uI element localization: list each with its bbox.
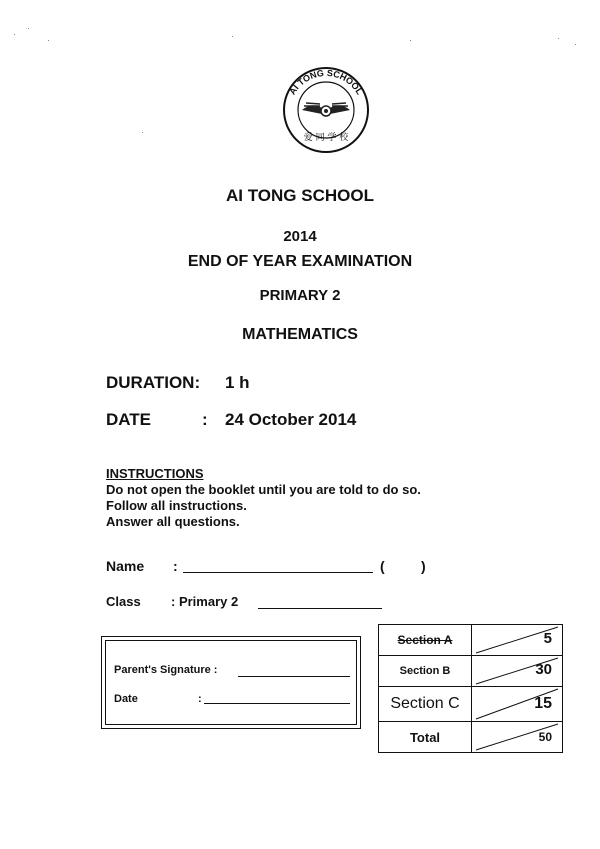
- parent-signature-field[interactable]: [238, 676, 350, 677]
- scan-speck: [575, 44, 576, 45]
- exam-year: 2014: [283, 228, 317, 245]
- instructions-heading: INSTRUCTIONS: [106, 466, 204, 481]
- date-value: 24 October 2014: [225, 410, 357, 429]
- name-label: Name: [106, 558, 145, 574]
- scan-speck: [14, 34, 15, 35]
- section-b-score-cell[interactable]: [472, 656, 563, 687]
- section-b-label: Section B: [379, 656, 472, 687]
- scan-speck: [410, 40, 411, 41]
- parent-date-label: Date: [114, 693, 138, 705]
- scan-speck: [142, 132, 143, 133]
- score-row-section-b: [379, 656, 563, 687]
- school-logo: [272, 66, 380, 156]
- exam-title: END OF YEAR EXAMINATION: [187, 253, 413, 270]
- total-max: 50: [538, 730, 552, 744]
- level-title: PRIMARY 2: [259, 287, 341, 304]
- section-c-label: Section C: [379, 687, 472, 722]
- instruction-line: Do not open the booklet until you are told to do so.: [106, 482, 421, 497]
- subject-title: MATHEMATICS: [242, 326, 358, 343]
- logo-arc-text: AI TONG SCHOOL: [287, 67, 365, 97]
- index-close-paren: ): [421, 558, 426, 574]
- score-table: [378, 624, 563, 753]
- section-c-max: 15: [534, 695, 552, 712]
- parent-signature-label: Parent's Signature :: [114, 664, 218, 676]
- name-field[interactable]: [183, 572, 373, 573]
- date-colon: :: [202, 410, 208, 429]
- name-colon: :: [173, 558, 178, 574]
- section-a-label: Section A: [379, 625, 472, 656]
- winged-emblem-icon: [272, 66, 380, 156]
- total-score-cell[interactable]: [472, 722, 563, 753]
- parent-date-colon: :: [198, 693, 202, 705]
- class-field[interactable]: [258, 608, 382, 609]
- index-number-field[interactable]: [392, 556, 418, 576]
- duration-label: DURATION:: [106, 373, 201, 392]
- instructions-block: [106, 466, 421, 530]
- score-row-section-c: [379, 687, 563, 722]
- class-label: Class: [106, 594, 141, 609]
- logo-bottom-text: 爱 同 学 校: [303, 133, 349, 143]
- score-row-total: [379, 722, 563, 753]
- instruction-line: Answer all questions.: [106, 514, 240, 529]
- parent-date-field[interactable]: [204, 703, 350, 704]
- total-label: Total: [379, 722, 472, 753]
- section-c-score-cell[interactable]: [472, 687, 563, 722]
- duration-value: 1 h: [225, 373, 250, 392]
- scan-speck: [28, 28, 29, 29]
- section-a-score-cell[interactable]: [472, 625, 563, 656]
- section-a-max: 5: [543, 630, 552, 647]
- scan-speck: [48, 40, 49, 41]
- parent-signature-box: [101, 636, 361, 729]
- class-value: : Primary 2: [171, 594, 239, 609]
- scan-speck: [558, 38, 559, 39]
- section-b-max: 30: [535, 661, 552, 678]
- date-label: DATE: [106, 410, 152, 429]
- instruction-line: Follow all instructions.: [106, 498, 247, 513]
- school-name: AI TONG SCHOOL: [226, 186, 374, 205]
- scan-speck: [232, 36, 233, 37]
- score-row-section-a: [379, 625, 563, 656]
- index-open-paren: (: [380, 558, 385, 574]
